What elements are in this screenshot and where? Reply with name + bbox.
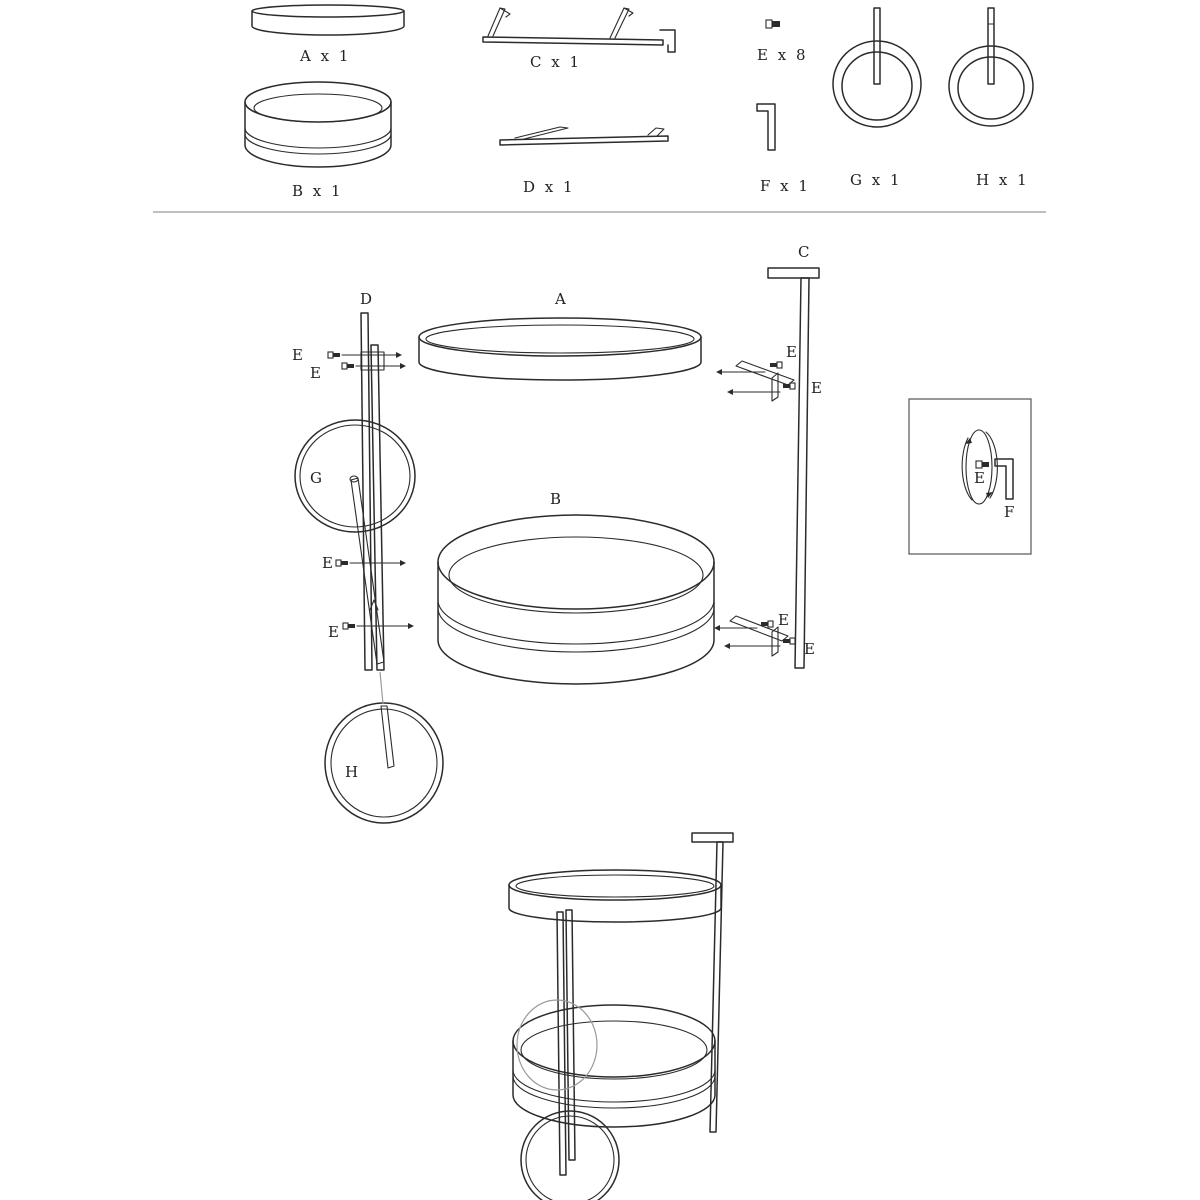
callout-top-tray: A [555, 290, 566, 308]
part-g-wheel [833, 8, 921, 189]
part-b-bottom-tray [245, 82, 391, 200]
callout-bottom-tray: B [550, 490, 562, 508]
callout-screw-l3: E [322, 554, 333, 572]
part-e-label: E x 8 [757, 46, 808, 64]
callout-screw-l4: E [328, 623, 339, 641]
exploded-wheel-leg [360, 290, 384, 670]
callout-wheel-lower: H [345, 763, 359, 781]
part-d-leg [500, 127, 668, 196]
part-f-label: F x 1 [760, 177, 811, 195]
detail-callout-screw: E [974, 469, 985, 487]
exploded-wheel-lower [325, 672, 443, 823]
part-h-wheel [949, 8, 1033, 189]
part-c-label: C x 1 [530, 53, 582, 71]
callout-screw-r3: E [778, 611, 789, 629]
assembled-cart [509, 833, 733, 1200]
parts-list [245, 5, 1033, 200]
exploded-bottom-tray [438, 490, 714, 684]
part-g-label: G x 1 [850, 171, 903, 189]
part-b-label: B x 1 [292, 182, 344, 200]
callout-screw-r1: E [786, 343, 797, 361]
exploded-handle-leg [730, 243, 819, 668]
part-e-screw-icon [757, 20, 808, 64]
callout-screw-l1: E [292, 346, 303, 364]
callout-handle-leg: C [798, 243, 810, 261]
detail-callout-wrench: F [1004, 503, 1015, 521]
part-a-top-tray [252, 5, 404, 65]
part-f-allen-wrench-icon [757, 104, 810, 195]
exploded-view [292, 243, 822, 823]
part-h-label: H x 1 [976, 171, 1030, 189]
callout-wheel-leg: D [360, 290, 373, 308]
exploded-top-tray [419, 290, 701, 380]
callout-screw-l2: E [310, 364, 321, 382]
detail-inset [909, 399, 1031, 554]
callout-screw-r2: E [811, 379, 822, 397]
part-d-label: D x 1 [523, 178, 576, 196]
callout-wheel-upper: G [310, 469, 322, 487]
part-a-label: A x 1 [300, 47, 351, 65]
part-c-handle-bar [483, 8, 675, 71]
callout-screw-r4: E [804, 640, 815, 658]
